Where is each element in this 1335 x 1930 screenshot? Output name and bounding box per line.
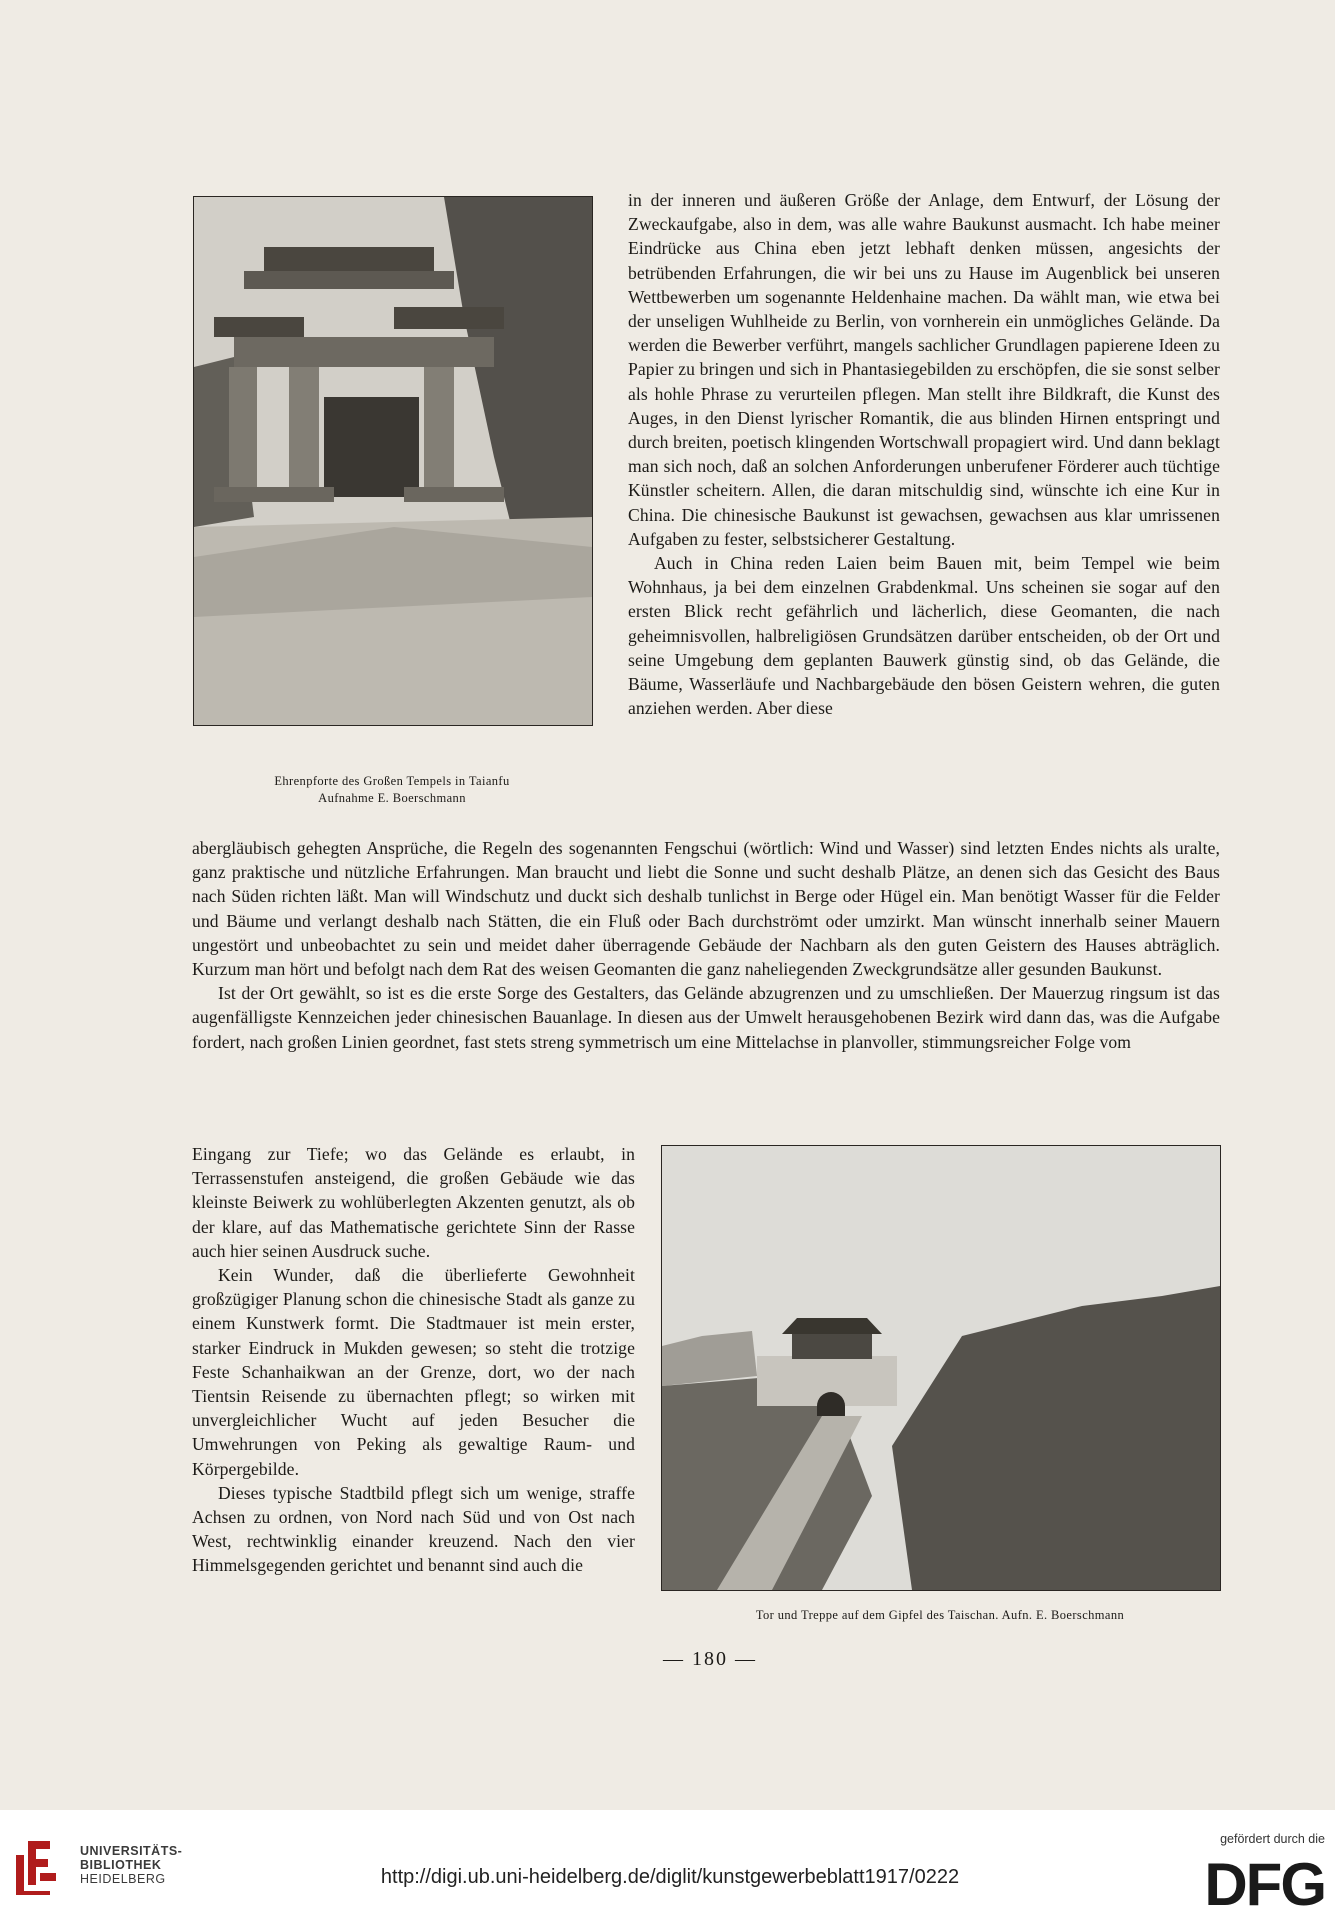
caption-mountain: Tor und Treppe auf dem Gipfel des Taischan. Aufn. E. Boerschmann bbox=[755, 1608, 1125, 1622]
university-library-logo-icon[interactable] bbox=[10, 1837, 62, 1895]
photo-mountain-gate bbox=[661, 1145, 1221, 1591]
library-name-line: BIBLIOTHEK bbox=[80, 1858, 162, 1872]
paragraph: abergläubisch gehegten Ansprüche, die Regeln des sogenannten Fengschui (wörtlich: Wind und Wasser) sind letzten Endes nichts als uralte, ganz praktische und nützliche Erfahrungen. Man braucht und liebt die Sonne und sucht deshalb Plätze, an denen sich das Gesicht des Baus nach Süden richten läßt. Man will Windschutz und duckt sich deshalb tunlichst in Berge oder Hügel ein. Man benötigt Wasser für die Felder und Bäume und verlangt deshalb nach Stätten, die ein Fluß oder Bach durchströmt oder umzirkt. Man wünscht innerhalb seiner Mauern ungestört und unbeobachtet zu sein und meidet daher überragende Gebäude der Nachbarn als den guten Geistern des Hauses abträglich. Kurzum man hört und befolgt nach dem Rat des weisen Geomanten die ganz naheliegenden Zweckgrundsätze aller gesunden Baukunst. bbox=[192, 838, 1220, 980]
paragraph: Dieses typische Stadtbild pflegt sich um wenige, straffe Achsen zu ordnen, von Nord nach Süd und von Ost nach West, rechtwinklig einander kreuzend. Nach den vier Himmelsgegenden gerichtet und benannt sind auch die bbox=[192, 1482, 635, 1576]
mountain-gate-illustration bbox=[662, 1146, 1220, 1590]
digitization-footer bbox=[0, 1810, 1335, 1930]
dfg-logo[interactable]: DFG bbox=[1204, 1851, 1325, 1918]
text-column-left bbox=[192, 1142, 635, 1578]
paragraph: Ist der Ort gewählt, so ist es die erste Sorge des Gestalters, das Gelände abzugrenzen und zu umschließen. Der Mauerzug ringsum ist das augenfälligste Kennzeichen jeder chinesischen Bauanlage. In diesen aus der Umwelt herausgehobenen Bezirk wird dann das, was die Aufgabe fordert, nach großen Linien geordnet, fast stets streng symmetrisch um eine Mittelachse in planvoller, stimmungsreicher Folge vom bbox=[192, 983, 1220, 1052]
caption-gate-credit: Aufnahme E. Boerschmann bbox=[318, 791, 466, 805]
caption-gate-title: Ehrenpforte des Großen Tempels in Taianfu bbox=[274, 774, 510, 788]
funding-note: gefördert durch die bbox=[1220, 1832, 1325, 1846]
library-name-line: UNIVERSITÄTS- bbox=[80, 1844, 183, 1858]
text-column-right bbox=[628, 188, 1220, 720]
caption-gate bbox=[193, 773, 591, 807]
text-column-full-width bbox=[192, 836, 1220, 1054]
honorary-gate-illustration bbox=[194, 197, 592, 725]
permalink-url[interactable]: http://digi.ub.uni-heidelberg.de/diglit/kunstgewerbeblatt1917/0222 bbox=[380, 1866, 960, 1888]
photo-honorary-gate bbox=[193, 196, 593, 726]
paragraph: Kein Wunder, daß die überlieferte Gewohnheit großzügiger Planung schon die chinesische Stadt als ganze zu einem Kunstwerk formt. Die Stadtmauer ist mein erster, starker Eindruck in Mukden gewesen; so steht die trotzige Feste Schanhaikwan an der Grenze, dort, wo der nach Tientsin Reisende zu übernachten pflegt; so wirken mit unvergleichlicher Wucht auf jeden Besucher die Umwehrungen von Peking als gewaltige Raum- und Körpergebilde. bbox=[192, 1265, 635, 1479]
paragraph: in der inneren und äußeren Größe der Anlage, dem Entwurf, der Lösung der Zweckaufgabe, also in dem, was alle wahre Baukunst ausmacht. Ich habe meiner Eindrücke aus China eben jetzt lebhaft denken müssen, angesichts der betrübenden Erfahrungen, die wir bei uns zu Hause im Augenblick bei unseren Wettbewerben um sogenannte Heldenhaine machen. Da wählt man, wie etwa bei der unseligen Wuhlheide zu Berlin, von vornherein ein unmögliches Gelände. Da werden die Bewerber verführt, mangels sachlicher Grundlagen papierene Ideen zu Papier zu bringen und sich in Phantasiegebilden zu erschöpfen, die sie sonst selber als hohle Phrase zu verurteilen pflegen. Man stellt ihre Bildkraft, die Kunst des Auges, in den Dienst lyrischer Romantik, die aus blinden Hirnen entspringt und durch breiten, poetisch klingenden Wortschwall propagiert wird. Und dann beklagt man sich noch, daß an solchen Anforderungen unberufener Förderer auch tüchtige Künstler scheitern. Allen, die daran mitschuldig sind, wünschte ich eine Kur in China. Die chinesische Baukunst ist gewachsen, gewachsen aus klar umrissenen Aufgaben zu fester, selbstsicherer Gestaltung. bbox=[628, 190, 1220, 549]
university-library-name[interactable] bbox=[80, 1844, 182, 1886]
page-number: — 180 — bbox=[663, 1648, 757, 1670]
paragraph: Eingang zur Tiefe; wo das Gelände es erlaubt, in Terrassenstufen ansteigend, die großen Gebäude wie das kleinste Beiwerk zu wohlüberlegten Akzenten genutzt, als ob der klare, auf das Mathematische gerichtete Sinn der Rasse auch hier seinen Ausdruck suche. bbox=[192, 1144, 635, 1261]
paragraph: Auch in China reden Laien beim Bauen mit, beim Tempel wie beim Wohnhaus, ja bei dem einzelnen Grabdenkmal. Uns scheinen sie sogar auf den ersten Blick recht gefährlich und lächerlich, diese Geomanten, die nach geheimnisvollen, halbreligiösen Grundsätzen darüber entscheiden, ob der Ort und seine Umgebung dem geplanten Bauwerk günstig sind, ob das Gelände, die Bäume, Wasserläufe und Nachbargebäude den bösen Geistern wehren, die guten anziehen werden. Aber diese bbox=[628, 553, 1220, 719]
library-name-line: HEIDELBERG bbox=[80, 1872, 166, 1886]
